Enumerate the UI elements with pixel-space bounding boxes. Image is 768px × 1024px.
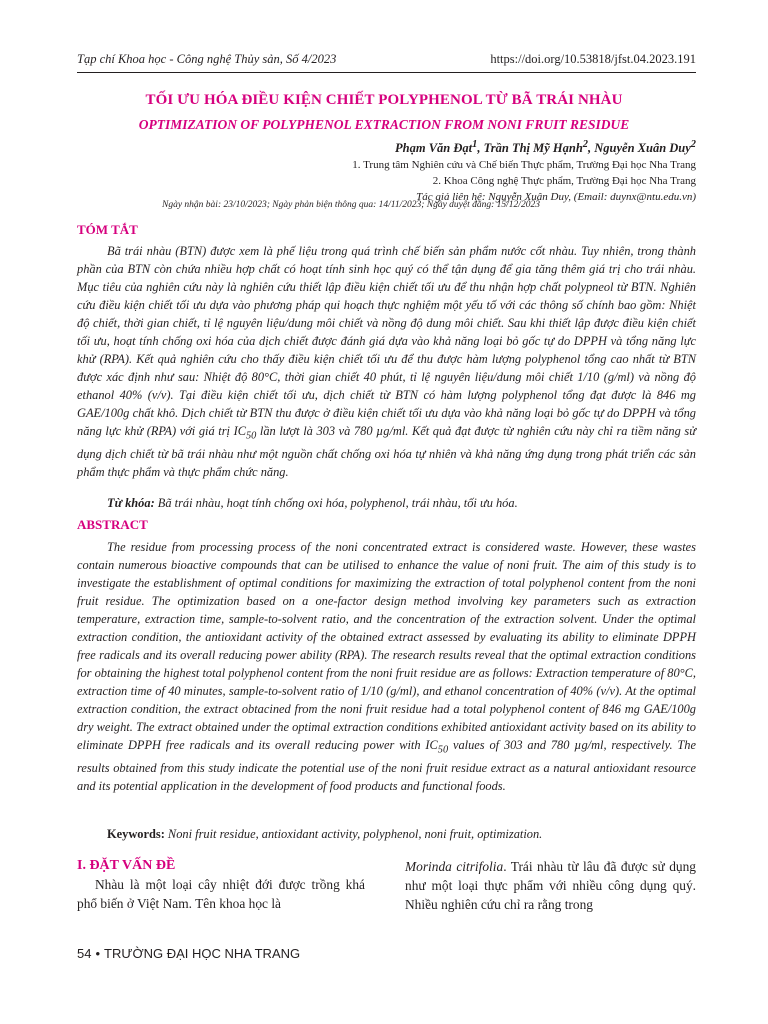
title-english: OPTIMIZATION OF POLYPHENOL EXTRACTION FROM NONI FRUIT RESIDUE — [138, 117, 630, 132]
scientific-name: Morinda citrifolia — [405, 859, 504, 874]
submission-dates: Ngày nhận bài: 23/10/2023; Ngày phản biện thông qua: 14/11/2023; Ngày duyệt đăng: 15/12/2023 — [162, 200, 540, 210]
tomtat-text — [77, 242, 696, 481]
page-footer — [77, 946, 300, 961]
abstract-keywords — [77, 825, 696, 843]
intro-right-column — [405, 857, 696, 914]
author-1: Phạm Văn Đạt — [395, 141, 473, 156]
author-block — [352, 136, 696, 205]
footer-bullet: • — [95, 946, 101, 961]
intro-right-body: . Trái nhàu từ lâu đã được sử dụng như một loại thực phẩm với nhiều công dụng quý. Nhiều nghiên cứu chỉ ra rằng trong — [405, 859, 697, 912]
affiliation-2: 2. Khoa Công nghệ Thực phẩm, Trường Đại học Nha Trang — [432, 175, 696, 188]
author-1-sup: 1 — [472, 139, 478, 150]
author-2: Trần Thị Mỹ Hạnh — [483, 141, 583, 156]
abstract-keywords-values: Noni fruit residue, antioxidant activity, polyphenol, noni fruit, optimization. — [164, 827, 543, 841]
affiliation-1: 1. Trung tâm Nghiên cứu và Chế biến Thực phẩm, Trường Đại học Nha Trang — [352, 159, 696, 172]
title-vietnamese: TỐI ƯU HÓA ĐIỀU KIỆN CHIẾT POLYPHENOL TỪ BÃ TRÁI NHÀU — [145, 92, 623, 108]
page-number: 54 — [77, 946, 92, 961]
authors — [352, 136, 696, 157]
author-2-sup: 2 — [582, 139, 588, 150]
tomtat-heading: TÓM TẮT — [77, 222, 138, 237]
abstract-body: The residue from processing process of the noni concentrated extract is considered waste. However, these wastes contain numerous bioactive compounds that can be utilised to enhance the value of noni fruit. The aim of this study is to investigate the establishment of optimal conditions for maximizing the extraction of total polyphenol content from the noni fruit residue. The optimization based on a one-factor design method involving key parameters such as extraction temperature, extraction time, sample-to-solvent ratio, and the concentration of the extraction solvent. Under the optimal extraction condition, the antioxidant activity of the obtained extract assessed by evaluating its ability to eliminate DPPH free radicals and its overall reducing power ability (RPA). The research results reveal that the optimal extraction conditions for obtaining the highest total polyphenol content from the noni fruit residue are as follows: Extraction temperature of 80°C, extraction time of 40 minutes, sample-to-solvent ratio of 1/10 (g/ml), and ethanol concentration of 40% (v/v). At the optimal extraction condition, the extract obtacined from the noni fruit residue had a total polyphenol content of 846 mg GAE/100g dry weight. The extract obtained under the optimal extraction conditions exhibited antioxidant activity based on its ability to eliminate DPPH free radicals and its overall reducing power with IC — [77, 540, 696, 752]
intro-left-text — [77, 875, 365, 913]
intro-left-column — [77, 856, 365, 913]
journal-name: Tạp chí Khoa học - Công nghệ Thủy sản, Số 4/2023 — [77, 52, 337, 66]
corresponding-author: Tác giả liên hệ: Nguyễn Xuân Duy, (Email: duynx@ntu.edu.vn) — [416, 191, 696, 204]
tomtat-keywords-values: Bã trái nhàu, hoạt tính chống oxi hóa, polyphenol, trái nhàu, tối ưu hóa. — [154, 496, 518, 510]
intro-left-body: Nhàu là một loại cây nhiệt đới được trồng khá phổ biến ở Việt Nam. Tên khoa học là — [77, 877, 365, 911]
author-3: Nguyễn Xuân Duy — [594, 141, 691, 156]
intro-heading: I. ĐẶT VẤN ĐỀ — [77, 858, 176, 873]
abstract-heading: ABSTRACT — [77, 517, 148, 532]
doi-link[interactable]: https://doi.org/10.53818/jfst.04.2023.191 — [490, 52, 696, 66]
abstract-ic-sub: 50 — [437, 744, 449, 756]
tomtat-ic-sub: 50 — [245, 430, 257, 442]
abstract-text — [77, 538, 696, 795]
abstract-body-tail: values of 303 and 780 µg/ml, respectively. The results obtained from this study indicate the potential use of the noni fruit residue extract as a natural antioxidant resource and its potential application in the development of food products and functional foods. — [77, 738, 696, 794]
author-sep: , — [477, 141, 484, 156]
tomtat-keywords — [77, 494, 696, 512]
abstract-keywords-label: Keywords: — [107, 827, 165, 841]
tomtat-body: Bã trái nhàu (BTN) được xem là phế liệu trong quá trình chế biến sản phẩm nước cốt nhàu. Tuy nhiên, trong thành phần của BTN còn chứa nhiều hợp chất có hoạt tính sinh học quý có thể tận dụng để gia tăng thêm giá trị cho trái nhàu. Mục tiêu của nghiên cứu này là nghiên cứu thiết lập điều kiện chiết tối ưu để thu nhận hợp chất polypneol từ BTN. Nghiên cứu điều kiện chiết tối ưu dựa vào phương pháp qui hoạch thực nghiệm một yếu tố với các thông số chính bao gồm: Nhiệt độ chiết, thời gian chiết, tỉ lệ nguyên liệu/dung môi chiết và nồng độ dung môi chiết. Sau khi thiết lập được điều kiện chiết tối ưu, hoạt tính chống oxi hóa của dịch chiết được đánh giá dựa vào khả năng loại bỏ gốc tự do DPPH và tổng năng lực khử (RPA). Kết quả nghiên cứu cho thấy điều kiện chiết tối ưu để thu được hàm lượng polyphenol tổng cao nhất từ BTN được xác định như sau: Nhiệt độ 80°C, thời gian chiết 40 phút, tỉ lệ nguyên liệu/dung môi chiết 1/10 (g/ml) và nồng độ ethanol 40% (v/v). Tại điều kiện chiết tối ưu, dịch chiết từ BTN có hàm lượng polyphenol tổng đạt được là 846 mg GAE/100g chất khô. Dịch chiết từ BTN thu được ở điều kiện chiết tối ưu dựa vào khả năng loại bỏ gốc tự do DPPH và tổng năng lực khử (RPA) với giá trị IC — [77, 244, 696, 438]
tomtat-body-tail: lần lượt là 303 và 780 µg/ml. Kết quả đạt được từ nghiên cứu này chỉ ra tiềm năng sử dụng dịch chiết từ bã trái nhàu như một nguồn chất chống oxi hóa tự nhiên và khả năng ứng dụng trong phát triển các sản phẩm thực phẩm và thực phẩm chức năng. — [77, 424, 696, 480]
running-header — [77, 52, 696, 73]
footer-institution: TRƯỜNG ĐẠI HỌC NHA TRANG — [104, 946, 301, 961]
tomtat-keywords-label: Từ khóa: — [107, 496, 155, 510]
author-3-sup: 2 — [690, 139, 696, 150]
author-sep: , — [588, 141, 595, 156]
